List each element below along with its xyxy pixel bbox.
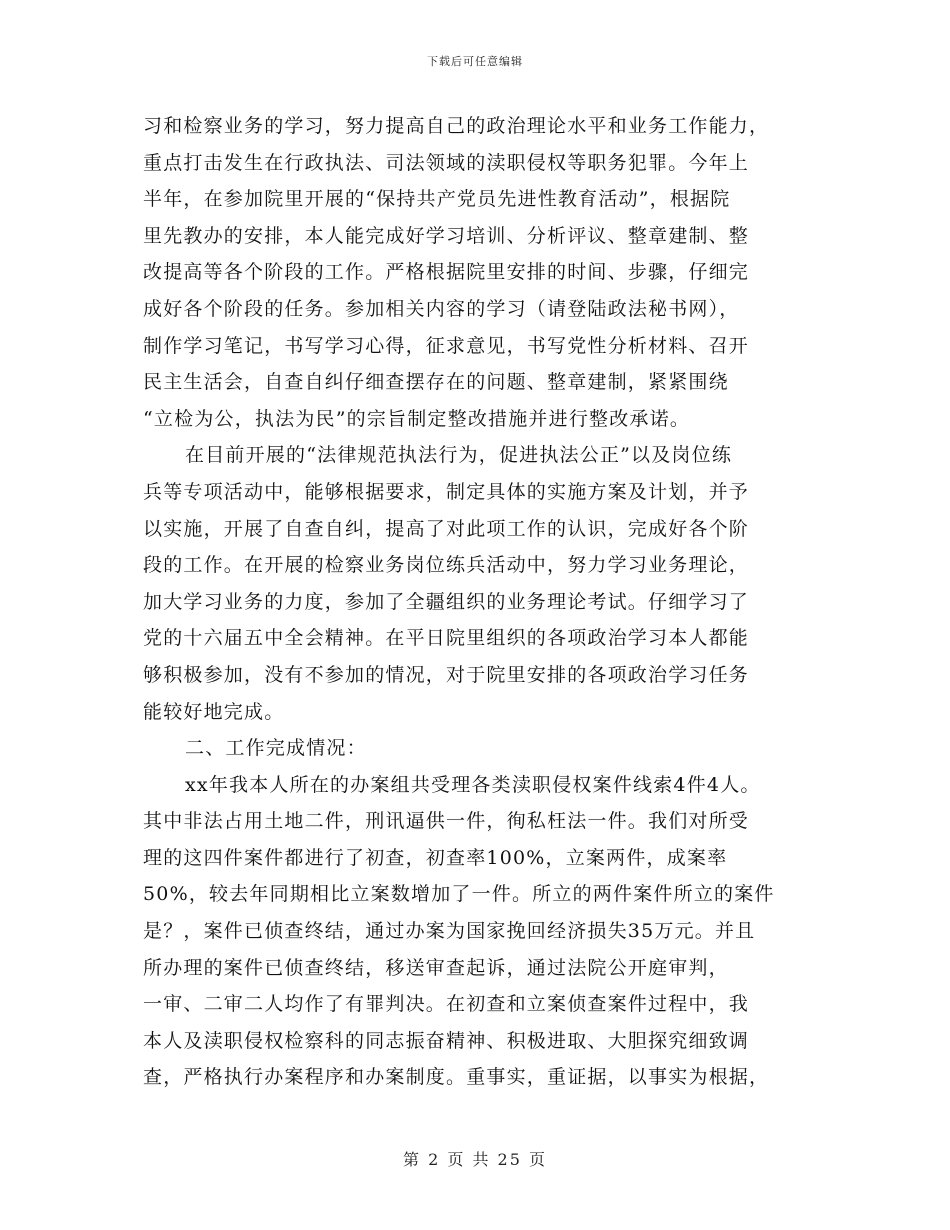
text-line: 以实施，开展了自查自纠，提高了对此项工作的认识，完成好各个阶 bbox=[143, 517, 750, 540]
page-header: 下载后可任意编辑 bbox=[427, 55, 523, 68]
text-line: 够积极参加，没有不参加的情况，对于院里安排的各项政治学习任务 bbox=[143, 663, 750, 686]
text-line: 50%，较去年同期相比立案数增加了一件。所立的两件案件所立的案件 bbox=[143, 883, 775, 906]
text-line: 在目前开展的“法律规范执法行为，促进执法公正”以及岗位练 bbox=[185, 444, 733, 467]
text-line: 习和检察业务的学习，努力提高自己的政治理论水平和业务工作能力， bbox=[143, 115, 770, 137]
text-line: 其中非法占用土地二件，刑讯逼供一件，徇私枉法一件。我们对所受 bbox=[143, 810, 750, 833]
text-line: 成好各个阶段的任务。参加相关内容的学习（请登陆政法秘书网）， bbox=[143, 297, 740, 320]
text-line: 所办理的案件已侦查终结，移送审查起诉，通过法院公开庭审判， bbox=[143, 956, 729, 979]
text-line: 兵等专项活动中，能够根据要求，制定具体的实施方案及计划，并予 bbox=[143, 480, 750, 503]
text-line: 加大学习业务的力度，参加了全疆组织的业务理论考试。仔细学习了 bbox=[143, 590, 750, 613]
text-line: 民主生活会，自查自纠仔细查摆存在的问题、整章建制，紧紧围绕 bbox=[143, 371, 729, 394]
text-line: 里先教办的安排，本人能完成好学习培训、分析评议、整章建制、整 bbox=[143, 224, 750, 247]
text-line: 本人及渎职侵权检察科的同志振奋精神、积极进取、大胆探究细致调 bbox=[143, 1029, 750, 1052]
document-body bbox=[143, 108, 813, 1096]
text-line: 理的这四件案件都进行了初查，初查率100%，立案两件，成案率 bbox=[143, 846, 728, 869]
text-line: 重点打击发生在行政执法、司法领域的渎职侵权等职务犯罪。今年上 bbox=[143, 151, 750, 174]
text-line: xx年我本人所在的办案组共受理各类渎职侵权案件线索4件4人。 bbox=[185, 773, 761, 796]
text-line: 是？，案件已侦查终结，通过办案为国家挽回经济损失35万元。并且 bbox=[143, 920, 756, 943]
text-line: 改提高等各个阶段的工作。严格根据院里安排的时间、步骤，仔细完 bbox=[143, 261, 750, 284]
text-line: 段的工作。在开展的检察业务岗位练兵活动中，努力学习业务理论， bbox=[143, 554, 750, 577]
text-line: “立检为公，执法为民”的宗旨制定整改措施并进行整改承诺。 bbox=[143, 407, 691, 430]
text-line: 能较好地完成。 bbox=[143, 700, 285, 723]
text-line: 一审、二审二人均作了有罪判决。在初查和立案侦查案件过程中，我 bbox=[143, 993, 750, 1016]
text-line: 查，严格执行办案程序和办案制度。重事实，重证据，以事实为根据， bbox=[143, 1066, 770, 1089]
text-line: 半年，在参加院里开展的“保持共产党员先进性教育活动”，根据院 bbox=[143, 188, 731, 211]
text-line: 党的十六届五中全会精神。在平日院里组织的各项政治学习本人都能 bbox=[143, 627, 750, 650]
page-number: 第 2 页 共 25 页 bbox=[403, 1150, 547, 1169]
section-heading: 二、工作完成情况： bbox=[185, 737, 367, 760]
text-line: 制作学习笔记，书写学习心得，征求意见，书写党性分析材料、召开 bbox=[143, 334, 750, 357]
